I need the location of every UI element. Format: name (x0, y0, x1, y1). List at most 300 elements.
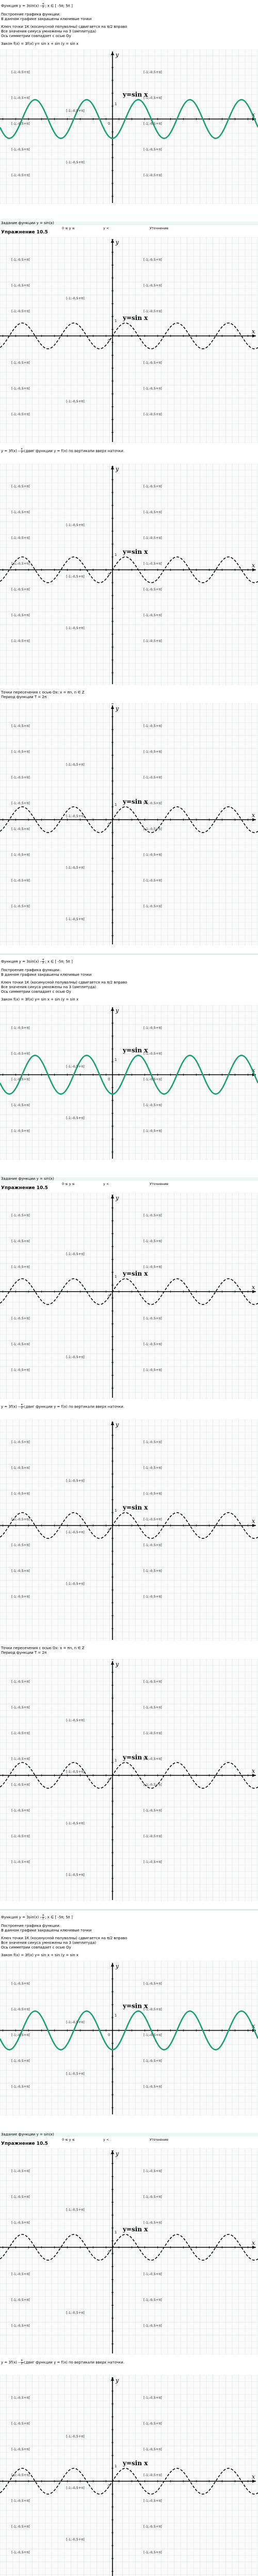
unit-label: 1 (115, 1758, 117, 1762)
graph-panel (0, 1659, 258, 1903)
range-line (1, 1914, 73, 1920)
y-axis-label: y (116, 1421, 119, 1428)
grid-tag: [-1;-0,5+π] (11, 122, 30, 126)
grid-tag: [-1;-0,5+π] (66, 1582, 85, 1586)
formula-line: Закон f(x) = 3f(x) y= sin x + sin (y = sin x (1, 1953, 79, 1957)
grid-tag: [-1;-0,5+π] (143, 639, 162, 643)
graph-svg (0, 703, 258, 945)
grid-tag: [-1;-0,5+π] (66, 296, 85, 300)
grid-tag: [-1;-0,5+π] (143, 2324, 162, 2328)
grid-tag: [-1;-0,5+π] (143, 484, 162, 488)
grid-tag: [-1;-0,5+π] (143, 258, 162, 262)
grid-tag: [-1;-0,5+π] (143, 2499, 162, 2503)
legend-a: В данном графике закрашены ключевые точки (1, 973, 92, 977)
graph-svg (0, 1419, 258, 1641)
grid-tag: [-1;-0,5+π] (143, 536, 162, 540)
nav-a[interactable]: 0 ≤ y ≤ (62, 2138, 75, 2142)
grid-tag: [-1;-0,5+π] (11, 2007, 30, 2011)
grid-tag: [-1;-0,5+π] (11, 1569, 30, 1573)
origin-label: 0 (108, 122, 110, 126)
explain-c: Ось симметрии совпадает с осью Oy (1, 34, 71, 38)
y-axis-label: y (116, 1963, 119, 1970)
nav-b[interactable]: y < (103, 226, 109, 230)
y-axis-label: y (116, 239, 119, 246)
grid-tag: [-1;-0,5+π] (143, 1543, 162, 1547)
grid-tag: [-1;-0,5+π] (66, 523, 85, 527)
grid-tag: [-1;-0,5+π] (11, 2084, 30, 2089)
grid-tag: [-1;-0,5+π] (143, 2084, 162, 2089)
x-axis-label: x (252, 328, 255, 335)
function-label: y=sin x (123, 1046, 148, 1054)
x-axis-label: x (252, 2473, 255, 2480)
grid-tag: [-1;-0,5+π] (143, 412, 162, 416)
nav-b[interactable]: y < (103, 2138, 109, 2142)
caption-denominator: 2 (21, 1406, 23, 1410)
y-axis-label: y (116, 2150, 119, 2157)
grid-tag: [-1;-0,5+π] (66, 2311, 85, 2315)
grid-tag: [-1;-0,5+π] (66, 1355, 85, 1359)
grid-tag: [-1;-0,5+π] (11, 1026, 30, 1030)
caption-prefix: y = 3f(x) – (1, 449, 20, 453)
function-label: y=sin x (123, 2002, 148, 2010)
grid-tag: [-1;-0,5+π] (143, 2033, 162, 2037)
graph-svg (0, 237, 258, 443)
section-separator (0, 1909, 258, 1910)
graph-panel (0, 49, 258, 206)
grid-tag: [-1;-0,5+π] (143, 1213, 162, 1217)
unit-label: 1 (115, 1058, 117, 1062)
caption-mid: сдвиг функции y = f(x) по вертикали вверх на (23, 1404, 112, 1409)
origin-label: 0 (108, 572, 110, 577)
unit-label: 1 (115, 1275, 117, 1279)
grid-tag: [-1;-0,5+π] (11, 1705, 30, 1709)
grid-tag: [-1;-0,5+π] (11, 386, 30, 391)
grid-tag: [-1;-0,5+π] (66, 109, 85, 113)
nav-range[interactable]: Задание функции y = sin(x) (1, 2132, 54, 2137)
section-separator (0, 954, 258, 955)
grid-tag: [-1;-0,5+π] (66, 2020, 85, 2024)
graph-panel (0, 464, 258, 687)
grid-tag: [-1;-0,5+π] (143, 386, 162, 391)
range-line (1, 3, 73, 9)
origin-label: 0 (108, 1294, 110, 1298)
grid-tag: [-1;-0,5+π] (11, 2550, 30, 2554)
exercise-heading: Упражнение 10.5 (1, 2141, 48, 2146)
grid-tag: [-1;-0,5+π] (11, 361, 30, 365)
grid-tag: [-1;-0,5+π] (66, 1873, 85, 1877)
x-axis-label: x (252, 111, 255, 118)
range-line (1, 959, 73, 964)
formula-line: Закон f(x) = 3f(x) y= sin x + sin (y = sin x (1, 997, 79, 1002)
range-fraction (42, 3, 44, 9)
caption (1, 448, 124, 454)
grid-tag: [-1;-0,5+π] (143, 587, 162, 591)
grid-tag: [-1;-0,5+π] (11, 309, 30, 313)
grid-tag: [-1;-0,5+π] (11, 1492, 30, 1496)
nav-c[interactable]: Уточнение (150, 2138, 169, 2142)
range-label: Функция y = 3sin(x) - (1, 1915, 42, 1920)
unit-label: 1 (115, 553, 117, 557)
grid-tag: [-1;-0,5+π] (143, 1077, 162, 1081)
explain-a: Ключ точки 1К (косинусной полуволны) сдвигается на π/2 вправо (1, 1936, 127, 1940)
grid-tag: [-1;-0,5+π] (143, 1517, 162, 1521)
graph-panel (0, 2375, 258, 2576)
graph-svg (0, 2148, 258, 2354)
grid-tag: [-1;-0,5+π] (11, 510, 30, 514)
range-tail: ; x ∈ [ -5π; 5π ] (45, 959, 73, 964)
graph-panel (0, 2148, 258, 2356)
x-axis-label: x (252, 2240, 255, 2246)
graph-svg (0, 464, 258, 685)
fraction-numerator: π (42, 1914, 44, 1917)
grid-tag: [-1;-0,5+π] (66, 1064, 85, 1069)
grid-tag: [-1;-0,5+π] (143, 2195, 162, 2199)
explain-b: Все значения синуса умножены на 3 (амплитуда) (1, 29, 96, 33)
grid-tag: [-1;-0,5+π] (11, 1783, 30, 1787)
grid-tag: [-1;-0,5+π] (66, 2486, 85, 2490)
grid-tag: [-1;-0,5+π] (66, 866, 85, 870)
fraction-numerator: π (42, 958, 44, 961)
grid-tag: [-1;-0,5+π] (143, 827, 162, 831)
grid-tag: [-1;-0,5+π] (11, 2447, 30, 2451)
exercise-section (0, 0, 258, 956)
formula-line: Закон f(x) = 3f(x) y= sin x + sin (y = sin x (1, 42, 79, 46)
grid-tag: [-1;-0,5+π] (143, 2524, 162, 2529)
answer-b: Период функции T = 2π (1, 1651, 47, 1655)
grid-tag: [-1;-0,5+π] (11, 536, 30, 540)
range-fraction (42, 959, 44, 964)
grid-tag: [-1;-0,5+π] (66, 574, 85, 579)
origin-label: 0 (108, 1077, 110, 1081)
grid-tag: [-1;-0,5+π] (143, 1026, 162, 1030)
grid-tag: [-1;-0,5+π] (143, 122, 162, 126)
grid-tag: [-1;-0,5+π] (66, 1530, 85, 1534)
grid-tag: [-1;-0,5+π] (143, 1052, 162, 1056)
nav-range[interactable]: Задание функции y = sin(x) (1, 221, 54, 225)
grid-tag: [-1;-0,5+π] (143, 510, 162, 514)
legend-a: В данном графике закрашены ключевые точки (1, 1928, 92, 1933)
explain-b: Все значения синуса умножены на 3 (амплитуда) (1, 1941, 96, 1945)
grid-tag: [-1;-0,5+π] (11, 1834, 30, 1838)
unit-label: 1 (115, 2013, 117, 2018)
grid-tag: [-1;-0,5+π] (143, 1981, 162, 1986)
function-label: y=sin x (123, 314, 148, 321)
grid-tag: [-1;-0,5+π] (143, 1342, 162, 1346)
range-tail: ; x ∈ [ -5π; 5π ] (45, 4, 73, 8)
grid-tag: [-1;-0,5+π] (11, 613, 30, 617)
unit-label: 1 (115, 319, 117, 323)
caption-numerator: π (21, 2359, 23, 2362)
grid-tag: [-1;-0,5+π] (143, 1757, 162, 1761)
grid-tag: [-1;-0,5+π] (11, 1239, 30, 1243)
function-label: y=sin x (123, 798, 148, 805)
y-axis-label: y (116, 2377, 119, 2384)
graph-panel (0, 1419, 258, 1642)
grid-tag: [-1;-0,5+π] (11, 1077, 30, 1081)
explain-a: Ключ точки 1К (косинусной полуволны) сдвигается на π/2 вправо (1, 980, 127, 985)
grid-tag: [-1;-0,5+π] (66, 2537, 85, 2541)
unit-label: 1 (115, 2230, 117, 2234)
y-axis-label: y (116, 466, 119, 472)
grid-tag: [-1;-0,5+π] (143, 309, 162, 313)
caption-end: точки. (112, 2360, 125, 2365)
x-axis-label: x (252, 1518, 255, 1524)
explain-c: Ось симметрии совпадает с осью Oy (1, 1945, 71, 1950)
grid-tag: [-1;-0,5+π] (11, 1265, 30, 1269)
fraction-denominator: 2 (42, 961, 44, 964)
grid-tag: [-1;-0,5+π] (143, 1595, 162, 1599)
grid-tag: [-1;-0,5+π] (11, 1466, 30, 1470)
grid-tag: [-1;-0,5+π] (143, 1440, 162, 1444)
caption-denominator: 2 (21, 2362, 23, 2365)
caption-end: точки. (112, 449, 125, 453)
nav-c[interactable]: Уточнение (150, 1182, 169, 1186)
exercise-heading: Упражнение 10.5 (1, 230, 48, 235)
grid-tag: [-1;-0,5+π] (11, 1731, 30, 1735)
grid-tag: [-1;-0,5+π] (11, 2524, 30, 2529)
grid-tag: [-1;-0,5+π] (143, 1680, 162, 1684)
grid-tag: [-1;-0,5+π] (11, 1595, 30, 1599)
grid-tag: [-1;-0,5+π] (143, 1466, 162, 1470)
nav-a[interactable]: 0 ≤ y ≤ (62, 226, 75, 230)
grid-tag: [-1;-0,5+π] (11, 1680, 30, 1684)
x-axis-label: x (252, 812, 255, 819)
nav-a[interactable]: 0 ≤ y ≤ (62, 1182, 75, 1186)
y-axis-label: y (116, 1007, 119, 1014)
grid-tag: [-1;-0,5+π] (11, 2324, 30, 2328)
exercise-heading: Упражнение 10.5 (1, 1185, 48, 1191)
grid-tag: [-1;-0,5+π] (143, 96, 162, 100)
grid-tag: [-1;-0,5+π] (66, 1252, 85, 1256)
caption-mid: сдвиг функции y = f(x) по вертикали вверх на (23, 449, 112, 453)
grid-tag: [-1;-0,5+π] (11, 1757, 30, 1761)
grid-tag: [-1;-0,5+π] (143, 147, 162, 151)
grid-tag: [-1;-0,5+π] (11, 2059, 30, 2063)
graph-panel (0, 1193, 258, 1400)
grid-tag: [-1;-0,5+π] (143, 1731, 162, 1735)
grid-tag: [-1;-0,5+π] (11, 1129, 30, 1133)
grid-tag: [-1;-0,5+π] (11, 1316, 30, 1320)
grid-tag: [-1;-0,5+π] (143, 1368, 162, 1372)
y-axis-label: y (116, 1195, 119, 1201)
function-label: y=sin x (123, 91, 148, 98)
origin-label: 0 (108, 1778, 110, 1782)
grid-tag: [-1;-0,5+π] (143, 562, 162, 566)
grid-tag: [-1;-0,5+π] (11, 827, 30, 831)
grid-tag: [-1;-0,5+π] (143, 2169, 162, 2173)
grid-tag: [-1;-0,5+π] (11, 1543, 30, 1547)
grid-tag: [-1;-0,5+π] (143, 2550, 162, 2554)
caption-prefix: y = 3f(x) – (1, 2360, 20, 2365)
grid-tag: [-1;-0,5+π] (143, 2421, 162, 2426)
grid-tag: [-1;-0,5+π] (11, 2272, 30, 2276)
x-axis-label: x (252, 2023, 255, 2029)
grid-tag: [-1;-0,5+π] (11, 1860, 30, 1864)
grid-tag: [-1;-0,5+π] (11, 1517, 30, 1521)
plot-label: Построение графика функции: (1, 12, 61, 16)
grid-tag: [-1;-0,5+π] (11, 724, 30, 728)
caption-fraction (21, 1404, 23, 1410)
grid-tag: [-1;-0,5+π] (66, 917, 85, 921)
grid-tag: [-1;-0,5+π] (143, 2272, 162, 2276)
unit-label: 1 (115, 1509, 117, 1513)
grid-tag: [-1;-0,5+π] (11, 283, 30, 287)
y-axis-label: y (116, 52, 119, 58)
grid-tag: [-1;-0,5+π] (143, 1316, 162, 1320)
nav-range[interactable]: Задание функции y = sin(x) (1, 1177, 54, 1181)
x-axis-label: x (252, 562, 255, 569)
grid-tag: [-1;-0,5+π] (11, 2033, 30, 2037)
x-axis-label: x (252, 1067, 255, 1074)
grid-tag: [-1;-0,5+π] (11, 1368, 30, 1372)
grid-tag: [-1;-0,5+π] (143, 2447, 162, 2451)
grid-tag: [-1;-0,5+π] (143, 1265, 162, 1269)
grid-tag: [-1;-0,5+π] (11, 1981, 30, 1986)
grid-tag: [-1;-0,5+π] (11, 2195, 30, 2199)
grid-tag: [-1;-0,5+π] (143, 878, 162, 883)
grid-tag: [-1;-0,5+π] (11, 853, 30, 857)
grid-tag: [-1;-0,5+π] (11, 70, 30, 74)
grid-tag: [-1;-0,5+π] (66, 2434, 85, 2438)
grid-tag: [-1;-0,5+π] (11, 750, 30, 754)
grid-tag: [-1;-0,5+π] (66, 2072, 85, 2076)
exercise-section (0, 1911, 258, 2576)
grid-tag: [-1;-0,5+π] (143, 2059, 162, 2063)
grid-tag: [-1;-0,5+π] (143, 1492, 162, 1496)
grid-tag: [-1;-0,5+π] (143, 853, 162, 857)
caption-numerator: π (21, 448, 23, 451)
grid-tag: [-1;-0,5+π] (11, 2221, 30, 2225)
grid-tag: [-1;-0,5+π] (11, 878, 30, 883)
graph-panel (0, 237, 258, 445)
origin-label: 0 (108, 338, 110, 343)
grid-tag: [-1;-0,5+π] (11, 587, 30, 591)
grid-tag: [-1;-0,5+π] (11, 1103, 30, 1107)
function-label: y=sin x (123, 2460, 148, 2467)
origin-label: 0 (108, 2250, 110, 2254)
grid-tag: [-1;-0,5+π] (143, 2007, 162, 2011)
grid-tag: [-1;-0,5+π] (143, 775, 162, 779)
graph-panel (0, 703, 258, 947)
unit-label: 1 (115, 2464, 117, 2468)
caption-mid: сдвиг функции y = f(x) по вертикали вверх на (23, 2360, 112, 2365)
caption-end: точки. (112, 1404, 125, 1409)
function-label: y=sin x (123, 1754, 148, 1761)
graph-svg (0, 1659, 258, 1901)
y-axis-label: y (116, 705, 119, 712)
x-axis-label: x (252, 1284, 255, 1291)
answer-a: Точки пересечения с осью Ох: x = πn, n ∈ Z (1, 1646, 85, 1650)
grid-tag: [-1;-0,5+π] (11, 2499, 30, 2503)
origin-label: 0 (108, 822, 110, 826)
caption-numerator: π (21, 1403, 23, 1406)
grid-tag: [-1;-0,5+π] (143, 361, 162, 365)
grid-tag: [-1;-0,5+π] (143, 1129, 162, 1133)
grid-tag: [-1;-0,5+π] (11, 2473, 30, 2477)
caption-denominator: 2 (21, 451, 23, 454)
explain-b: Все значения синуса умножены на 3 (амплитуда) (1, 985, 96, 989)
function-label: y=sin x (123, 2226, 148, 2233)
grid-tag: [-1;-0,5+π] (143, 2396, 162, 2400)
legend-a: В данном графике закрашены ключевые точки (1, 17, 92, 21)
explain-a: Ключ точки 1К (косинусной полуволны) сдвигается на π/2 вправо (1, 25, 127, 29)
grid-tag: [-1;-0,5+π] (11, 775, 30, 779)
grid-tag: [-1;-0,5+π] (66, 626, 85, 630)
grid-tag: [-1;-0,5+π] (143, 613, 162, 617)
grid-tag: [-1;-0,5+π] (11, 258, 30, 262)
graph-panel (0, 1005, 258, 1161)
grid-tag: [-1;-0,5+π] (143, 1569, 162, 1573)
y-axis-label: y (116, 1661, 119, 1668)
grid-tag: [-1;-0,5+π] (143, 1239, 162, 1243)
grid-tag: [-1;-0,5+π] (143, 283, 162, 287)
grid-tag: [-1;-0,5+π] (11, 2396, 30, 2400)
unit-label: 1 (115, 102, 117, 106)
nav-b[interactable]: y < (103, 1182, 109, 1186)
grid-tag: [-1;-0,5+π] (11, 562, 30, 566)
grid-tag: [-1;-0,5+π] (11, 147, 30, 151)
origin-label: 0 (108, 2484, 110, 2488)
plot-label: Построение графика функции: (1, 1924, 61, 1928)
grid-tag: [-1;-0,5+π] (11, 801, 30, 805)
grid-tag: [-1;-0,5+π] (143, 1860, 162, 1864)
range-label: Функция y = 3sin(x) - (1, 959, 42, 964)
graph-svg (0, 49, 258, 204)
answer-a: Точки пересечения с осью Ох: x = πn, n ∈ Z (1, 690, 85, 694)
grid-tag: [-1;-0,5+π] (11, 639, 30, 643)
grid-tag: [-1;-0,5+π] (143, 1705, 162, 1709)
grid-tag: [-1;-0,5+π] (143, 2221, 162, 2225)
range-fraction (42, 1914, 44, 1920)
grid-tag: [-1;-0,5+π] (143, 801, 162, 805)
fraction-numerator: π (42, 3, 44, 6)
grid-tag: [-1;-0,5+π] (11, 2298, 30, 2302)
grid-tag: [-1;-0,5+π] (66, 1479, 85, 1483)
grid-tag: [-1;-0,5+π] (143, 173, 162, 177)
grid-tag: [-1;-0,5+π] (11, 412, 30, 416)
grid-tag: [-1;-0,5+π] (66, 1770, 85, 1774)
grid-tag: [-1;-0,5+π] (143, 70, 162, 74)
fraction-denominator: 2 (42, 6, 44, 9)
grid-tag: [-1;-0,5+π] (66, 160, 85, 164)
nav-c[interactable]: Уточнение (150, 226, 169, 230)
grid-tag: [-1;-0,5+π] (11, 173, 30, 177)
grid-tag: [-1;-0,5+π] (143, 1808, 162, 1812)
grid-tag: [-1;-0,5+π] (11, 96, 30, 100)
grid-tag: [-1;-0,5+π] (66, 2208, 85, 2212)
grid-tag: [-1;-0,5+π] (66, 1116, 85, 1120)
grid-tag: [-1;-0,5+π] (66, 1821, 85, 1825)
explain-c: Ось симметрии совпадает с осью Oy (1, 990, 71, 994)
graph-panel (0, 1961, 258, 2117)
grid-tag: [-1;-0,5+π] (143, 904, 162, 908)
grid-tag: [-1;-0,5+π] (66, 814, 85, 818)
function-label: y=sin x (123, 1270, 148, 1277)
plot-label: Построение графика функции: (1, 968, 61, 972)
grid-tag: [-1;-0,5+π] (11, 1213, 30, 1217)
grid-tag: [-1;-0,5+π] (11, 484, 30, 488)
grid-tag: [-1;-0,5+π] (66, 399, 85, 403)
function-label: y=sin x (123, 548, 148, 555)
caption-prefix: y = 3f(x) – (1, 1404, 20, 1409)
grid-tag: [-1;-0,5+π] (143, 1834, 162, 1838)
grid-tag: [-1;-0,5+π] (143, 724, 162, 728)
caption (1, 2360, 124, 2365)
x-axis-label: x (252, 1768, 255, 1774)
origin-label: 0 (108, 2033, 110, 2037)
graph-svg (0, 1005, 258, 1160)
grid-tag: [-1;-0,5+π] (143, 1103, 162, 1107)
